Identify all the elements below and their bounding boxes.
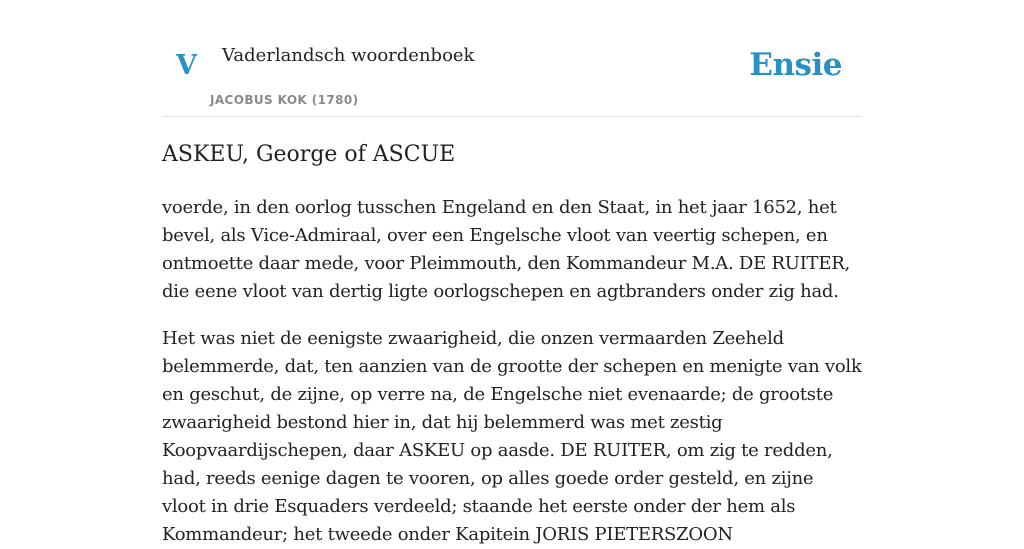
entry-paragraph: Het was niet de eenigste zwaarigheid, die onzen vermaarden Zeeheld belemmerde, dat, ten aanzien van de grootte der schepen en menigte van volk en geschut, de zijne, op verre na, de Engelsche niet evenaarde; de grootste zwaarigheid bestond hier in, dat hij belemmerd was met zestig Koopvaardijschepen, daar ASKEU op aasde. DE RUITER, om zig te redden, had, reeds eenige dagen te vooren, op alles goede order gesteld, en zijne vloot in drie Esquaders verdeeld; staande het eerste onder der hem als Kommandeur; het tweede onder Kapitein JORIS PIETERSZOON [162, 328, 862, 545]
source-header [162, 0, 862, 117]
source-title-link[interactable]: Vaderlandsch woordenboek [222, 45, 475, 66]
entry-paragraph: voerde, in den oorlog tusschen Engeland en den Staat, in het jaar 1652, het bevel, als Vice-Admiraal, over een Engelsche vloot van veertig schepen, en ontmoette daar mede, voor Pleimmouth, den Kommandeur M.A. DE RUITER, die eene vloot van dertig ligte oorlogschepen en agtbranders onder zig had. [162, 197, 850, 302]
source-author: JACOBUS KOK (1780) [210, 93, 359, 107]
source-logo-icon[interactable]: V [176, 50, 197, 81]
entry-title: ASKEU, George of ASCUE [162, 142, 456, 167]
entry-content [162, 116, 862, 549]
ensie-logo[interactable]: Ensie [749, 47, 842, 83]
